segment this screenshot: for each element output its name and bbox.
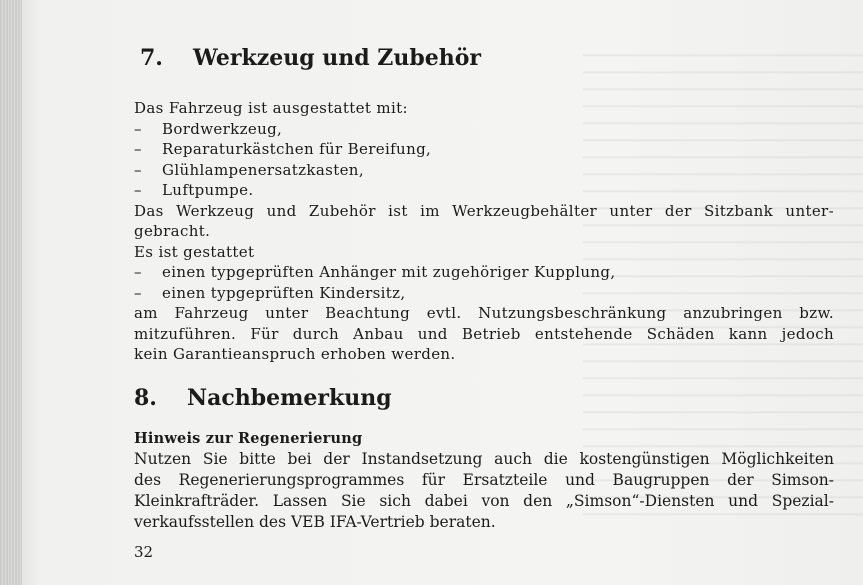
regeneration-text-line: verkaufsstellen des VEB IFA-Vertrieb beraten. (134, 513, 496, 531)
closing-text-line: kein Garantieanspruch erhoben werden. (134, 345, 456, 363)
equipment-item: – Bordwerkzeug, (134, 119, 283, 138)
equipment-intro: Das Fahrzeug ist ausgestattet mit: (134, 99, 408, 117)
regeneration-text-line: Kleinkrafträder. Lassen Sie sich dabei von den „Simson“-Diensten und Spezial- (134, 492, 834, 510)
equipment-item: – Reparaturkästchen für Bereifung, (134, 140, 432, 158)
list-dash: – (134, 263, 142, 281)
section-7-title: Werkzeug und Zubehör (193, 45, 481, 71)
permitted-item: – einen typgeprüften Kindersitz, (134, 283, 406, 302)
list-dash: – (134, 283, 142, 302)
section-8-heading (134, 384, 392, 412)
section-7-number: 7. (140, 45, 163, 71)
regeneration-text-line: Nutzen Sie bitte bei der Instandsetzung auch die kostengünstigen Möglichkeiten (134, 450, 834, 468)
section-8-title: Nachbemerkung (187, 385, 392, 411)
permitted-intro: Es ist gestattet (134, 242, 255, 261)
section-7-heading (140, 44, 481, 72)
section-8-body (134, 428, 834, 533)
list-dash: – (134, 140, 142, 158)
equipment-item: – Luftpumpe. (134, 181, 254, 199)
list-dash: – (134, 181, 142, 199)
closing-text-line: mitzuführen. Für durch Anbau und Betrieb entstehende Schäden kann jedoch (134, 324, 834, 343)
page-number: 32 (134, 543, 154, 561)
page-edge-stack (0, 0, 22, 585)
section-8-number: 8. (134, 385, 157, 411)
section-7-body (134, 98, 834, 365)
closing-text-line: am Fahrzeug unter Beachtung evtl. Nutzungsbeschränkung anzubringen bzw. (134, 304, 834, 322)
storage-text-line: gebracht. (134, 222, 211, 240)
equipment-item: – Glühlampenersatzkasten, (134, 160, 364, 179)
regeneration-text-line: des Regenerierungsprogrammes für Ersatzteile und Baugruppen der Simson- (134, 471, 834, 489)
list-dash: – (134, 119, 142, 138)
regeneration-subheading: Hinweis zur Regenerierung (134, 430, 363, 447)
list-dash: – (134, 160, 142, 179)
permitted-item: – einen typgeprüften Anhänger mit zugehöriger Kupplung, (134, 263, 616, 281)
storage-text-line: Das Werkzeug und Zubehör ist im Werkzeugbehälter unter der Sitzbank unter- (134, 201, 834, 220)
